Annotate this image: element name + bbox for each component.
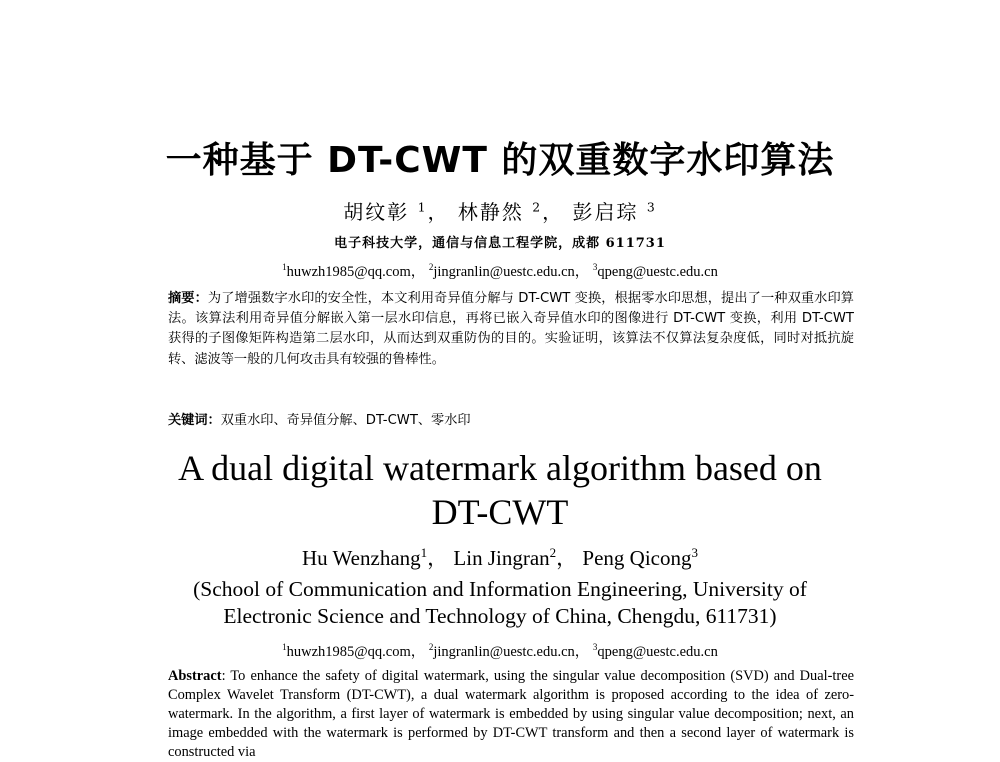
- chinese-affiliation: 电子科技大学，通信与信息工程学院，成都 611731: [334, 236, 666, 251]
- chinese-keywords: [168, 411, 854, 431]
- english-abstract: [168, 667, 854, 762]
- chinese-authors: [0, 196, 1000, 225]
- chinese-author: 胡纹彰 $^1$，: [343, 199, 450, 224]
- chinese-author: 林静然 $^2$，: [457, 199, 565, 224]
- english-author: Lin Jingran$^2$，: [453, 545, 578, 570]
- english-affiliation-line: (School of Communication and Information Engineering, University of: [193, 577, 807, 601]
- email-entry: $^2$jingranlin@uestc.edu.cn，: [428, 642, 590, 660]
- chinese-emails: [0, 260, 1000, 281]
- chinese-keywords-text: 双重水印、奇异值分解、DT-CWT、零水印: [220, 413, 471, 428]
- english-title-line: DT-CWT: [431, 492, 569, 532]
- email-entry: $^2$jingranlin@uestc.edu.cn，: [428, 262, 590, 280]
- english-authors: [0, 542, 1000, 572]
- chinese-abstract-label: 摘要：: [168, 291, 208, 306]
- english-title: [0, 446, 1000, 534]
- email-entry: $^1$huwzh1985@qq.com，: [282, 642, 426, 660]
- email-entry: $^3$qpeng@uestc.edu.cn: [592, 642, 718, 660]
- english-abstract-text: : To enhance the safety of digital watermark, using the singular value decomposition (SVD) and Dual-tree Complex Wavelet Transform (DT-CWT), a dual watermark algorithm is proposed according to the idea of zero-watermark. In the algorithm, a first layer of watermark is embedded by using singular value decomposition; next, an image embedded with the watermark is performed by DT-CWT transform and then a second layer of watermark is constructed via: [168, 668, 854, 760]
- chinese-author: 彭启琮 $^3$: [572, 199, 657, 224]
- chinese-title: 一种基于 DT-CWT 的双重数字水印算法: [165, 140, 835, 181]
- english-abstract-label: Abstract: [168, 668, 222, 684]
- english-affiliation-line: Electronic Science and Technology of China, Chengdu, 611731): [223, 604, 777, 628]
- chinese-abstract-text: 为了增强数字水印的安全性，本文利用奇异值分解与 DT-CWT 变换，根据零水印思想，提出了一种双重水印算法。该算法利用奇异值分解嵌入第一层水印信息，再将已嵌入奇异值水印的图像进行 DT-CWT 变换，利用 DT-CWT 获得的子图像矩阵构造第二层水印，从而达到双重防伪的目的。实验证明，该算法不仅算法复杂度低，同时对抵抗旋转、滤波等一般的几何攻击具有较强的鲁棒性。: [168, 291, 854, 367]
- english-author: Hu Wenzhang$^1$，: [302, 545, 449, 570]
- english-emails: [0, 640, 1000, 661]
- english-author: Peng Qicong$^3$: [582, 545, 698, 570]
- email-entry: $^3$qpeng@uestc.edu.cn: [592, 262, 718, 280]
- chinese-keywords-label: 关键词：: [168, 413, 221, 428]
- email-entry: $^1$huwzh1985@qq.com，: [282, 262, 426, 280]
- english-title-line: A dual digital watermark algorithm based on: [178, 448, 822, 488]
- english-affiliation: [0, 576, 1000, 630]
- chinese-abstract: [168, 289, 854, 370]
